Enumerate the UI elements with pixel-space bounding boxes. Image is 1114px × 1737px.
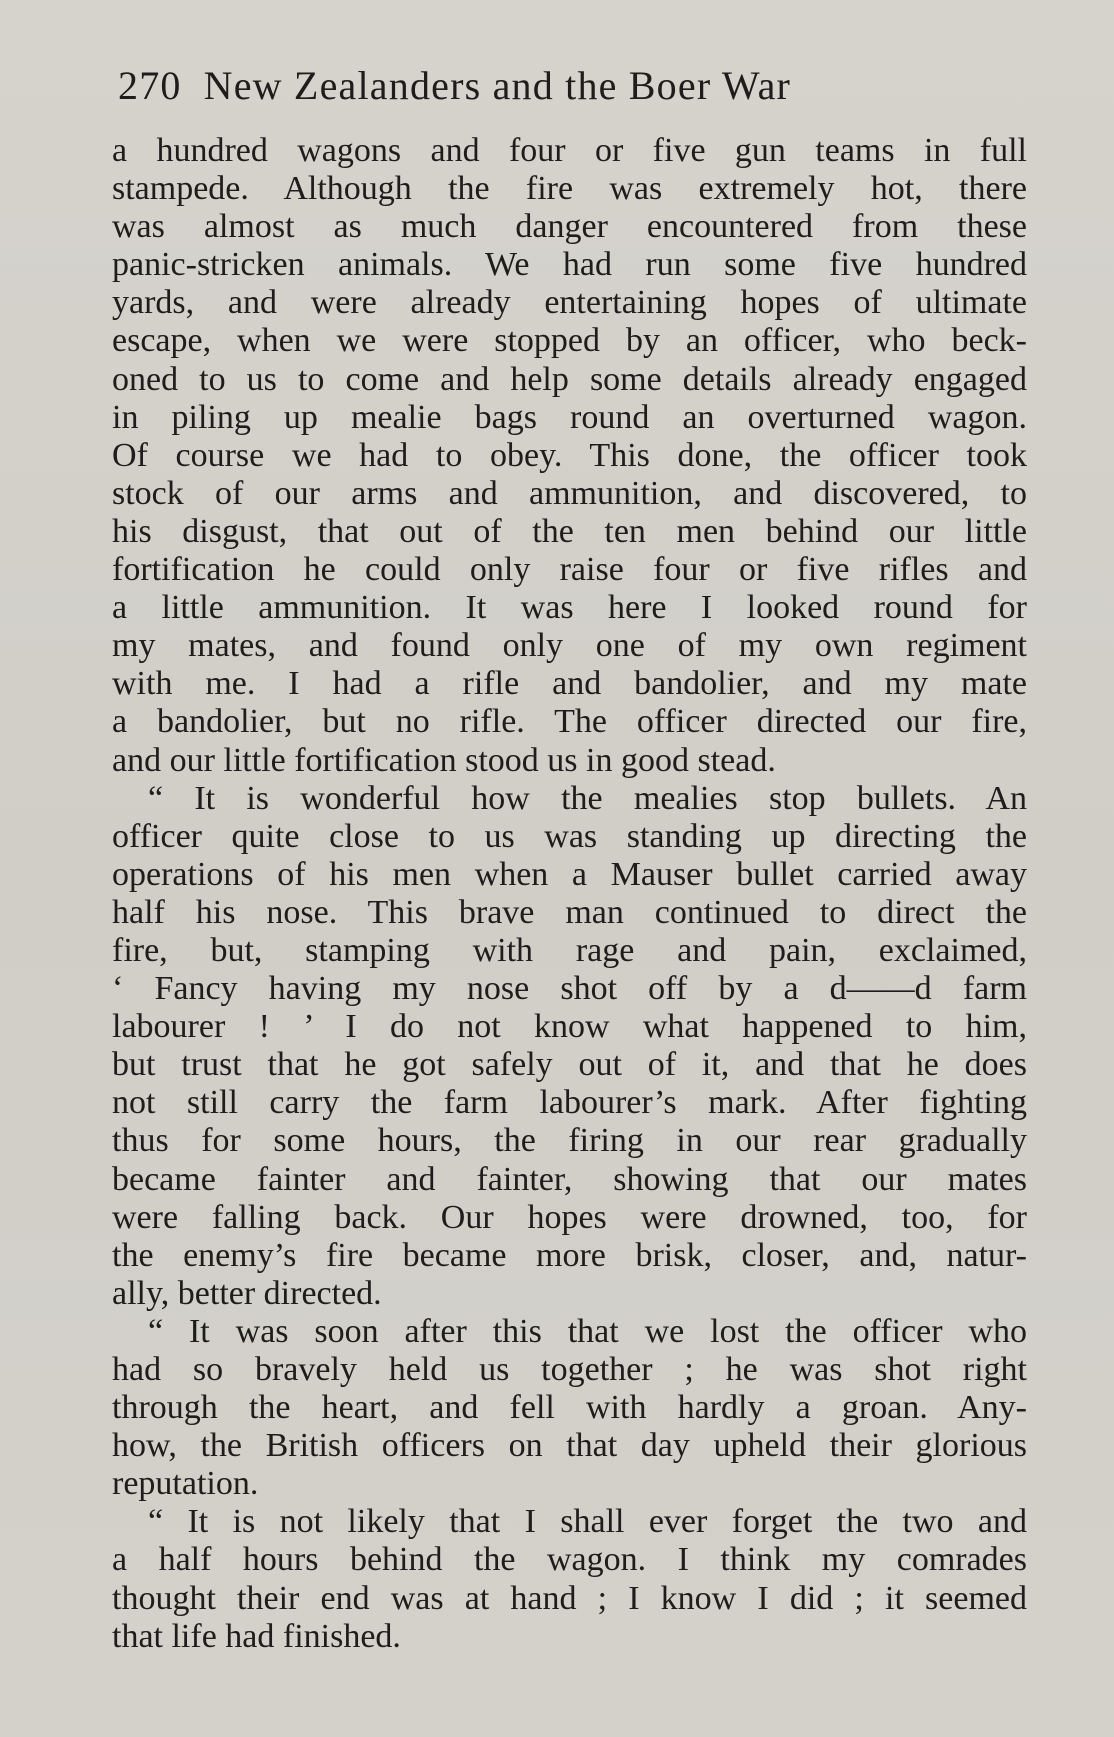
text-line: with me. I had a rifle and bandolier, and my mate [112, 665, 1027, 703]
text-line: a half hours behind the wagon. I think my comrades [112, 1541, 1027, 1579]
text-line: was almost as much danger encountered from these [112, 208, 1027, 246]
text-line: thought their end was at hand ; I know I did ; it seemed [112, 1579, 1027, 1617]
text-line: panic-stricken animals. We had run some five hundred [112, 246, 1027, 284]
text-line: a bandolier, but no rifle. The officer directed our fire, [112, 703, 1027, 741]
text-line: labourer ! ’ I do not know what happened to him, [112, 1008, 1027, 1046]
text-line: a hundred wagons and four or five gun teams in full [112, 132, 1027, 169]
text-line: stock of our arms and ammunition, and discovered, to [112, 474, 1027, 512]
text-line: ‘ Fancy having my nose shot off by a d——d farm [112, 970, 1027, 1008]
text-line: stampede. Although the fire was extremely hot, there [112, 170, 1027, 208]
paragraph-first-line: “ It is not likely that I shall ever forget the two and [148, 1503, 1027, 1541]
text-line: the enemy’s fire became more brisk, closer, and, natur- [112, 1236, 1027, 1274]
text-line: that life had finished. [112, 1617, 401, 1655]
text-line: became fainter and fainter, showing that our mates [112, 1160, 1027, 1198]
text-line: half his nose. This brave man continued to direct the [112, 893, 1027, 931]
page-number: 270 [118, 63, 182, 108]
text-line: escape, when we were stopped by an officer, who beck- [112, 322, 1027, 360]
paragraph-first-line: “ It was soon after this that we lost the officer who [148, 1312, 1027, 1350]
text-line: operations of his men when a Mauser bullet carried away [112, 855, 1027, 893]
running-header [118, 62, 978, 114]
text-line: yards, and were already entertaining hopes of ultimate [112, 284, 1027, 322]
text-line: a little ammunition. It was here I looked round for [112, 589, 1027, 627]
text-line: Of course we had to obey. This done, the officer took [112, 436, 1027, 474]
text-line: thus for some hours, the firing in our rear gradually [112, 1122, 1027, 1160]
text-line: reputation. [112, 1465, 259, 1503]
running-title: New Zealanders and the Boer War [203, 63, 792, 108]
text-line: officer quite close to us was standing up directing the [112, 817, 1027, 855]
text-line: through the heart, and fell with hardly a groan. Any- [112, 1389, 1027, 1427]
page-body-text [112, 132, 1027, 1656]
text-line: in piling up mealie bags round an overturned wagon. [112, 398, 1027, 436]
paragraph-first-line: “ It is wonderful how the mealies stop bullets. An [148, 779, 1027, 817]
text-line: were falling back. Our hopes were drowned, too, for [112, 1198, 1027, 1236]
text-line: fortification he could only raise four or five rifles and [112, 551, 1027, 589]
text-line: fire, but, stamping with rage and pain, exclaimed, [112, 931, 1027, 969]
text-line: his disgust, that out of the ten men behind our little [112, 512, 1027, 550]
text-line: ally, better directed. [112, 1274, 382, 1312]
text-line: but trust that he got safely out of it, and that he does [112, 1046, 1027, 1084]
text-line: oned to us to come and help some details already engaged [112, 360, 1027, 398]
text-line: had so bravely held us together ; he was shot right [112, 1351, 1027, 1388]
text-line: my mates, and found only one of my own regiment [112, 627, 1027, 665]
text-line: how, the British officers on that day upheld their glorious [112, 1427, 1027, 1465]
text-line: and our little fortification stood us in good stead. [112, 741, 776, 779]
text-line: not still carry the farm labourer’s mark. After fighting [112, 1084, 1027, 1122]
